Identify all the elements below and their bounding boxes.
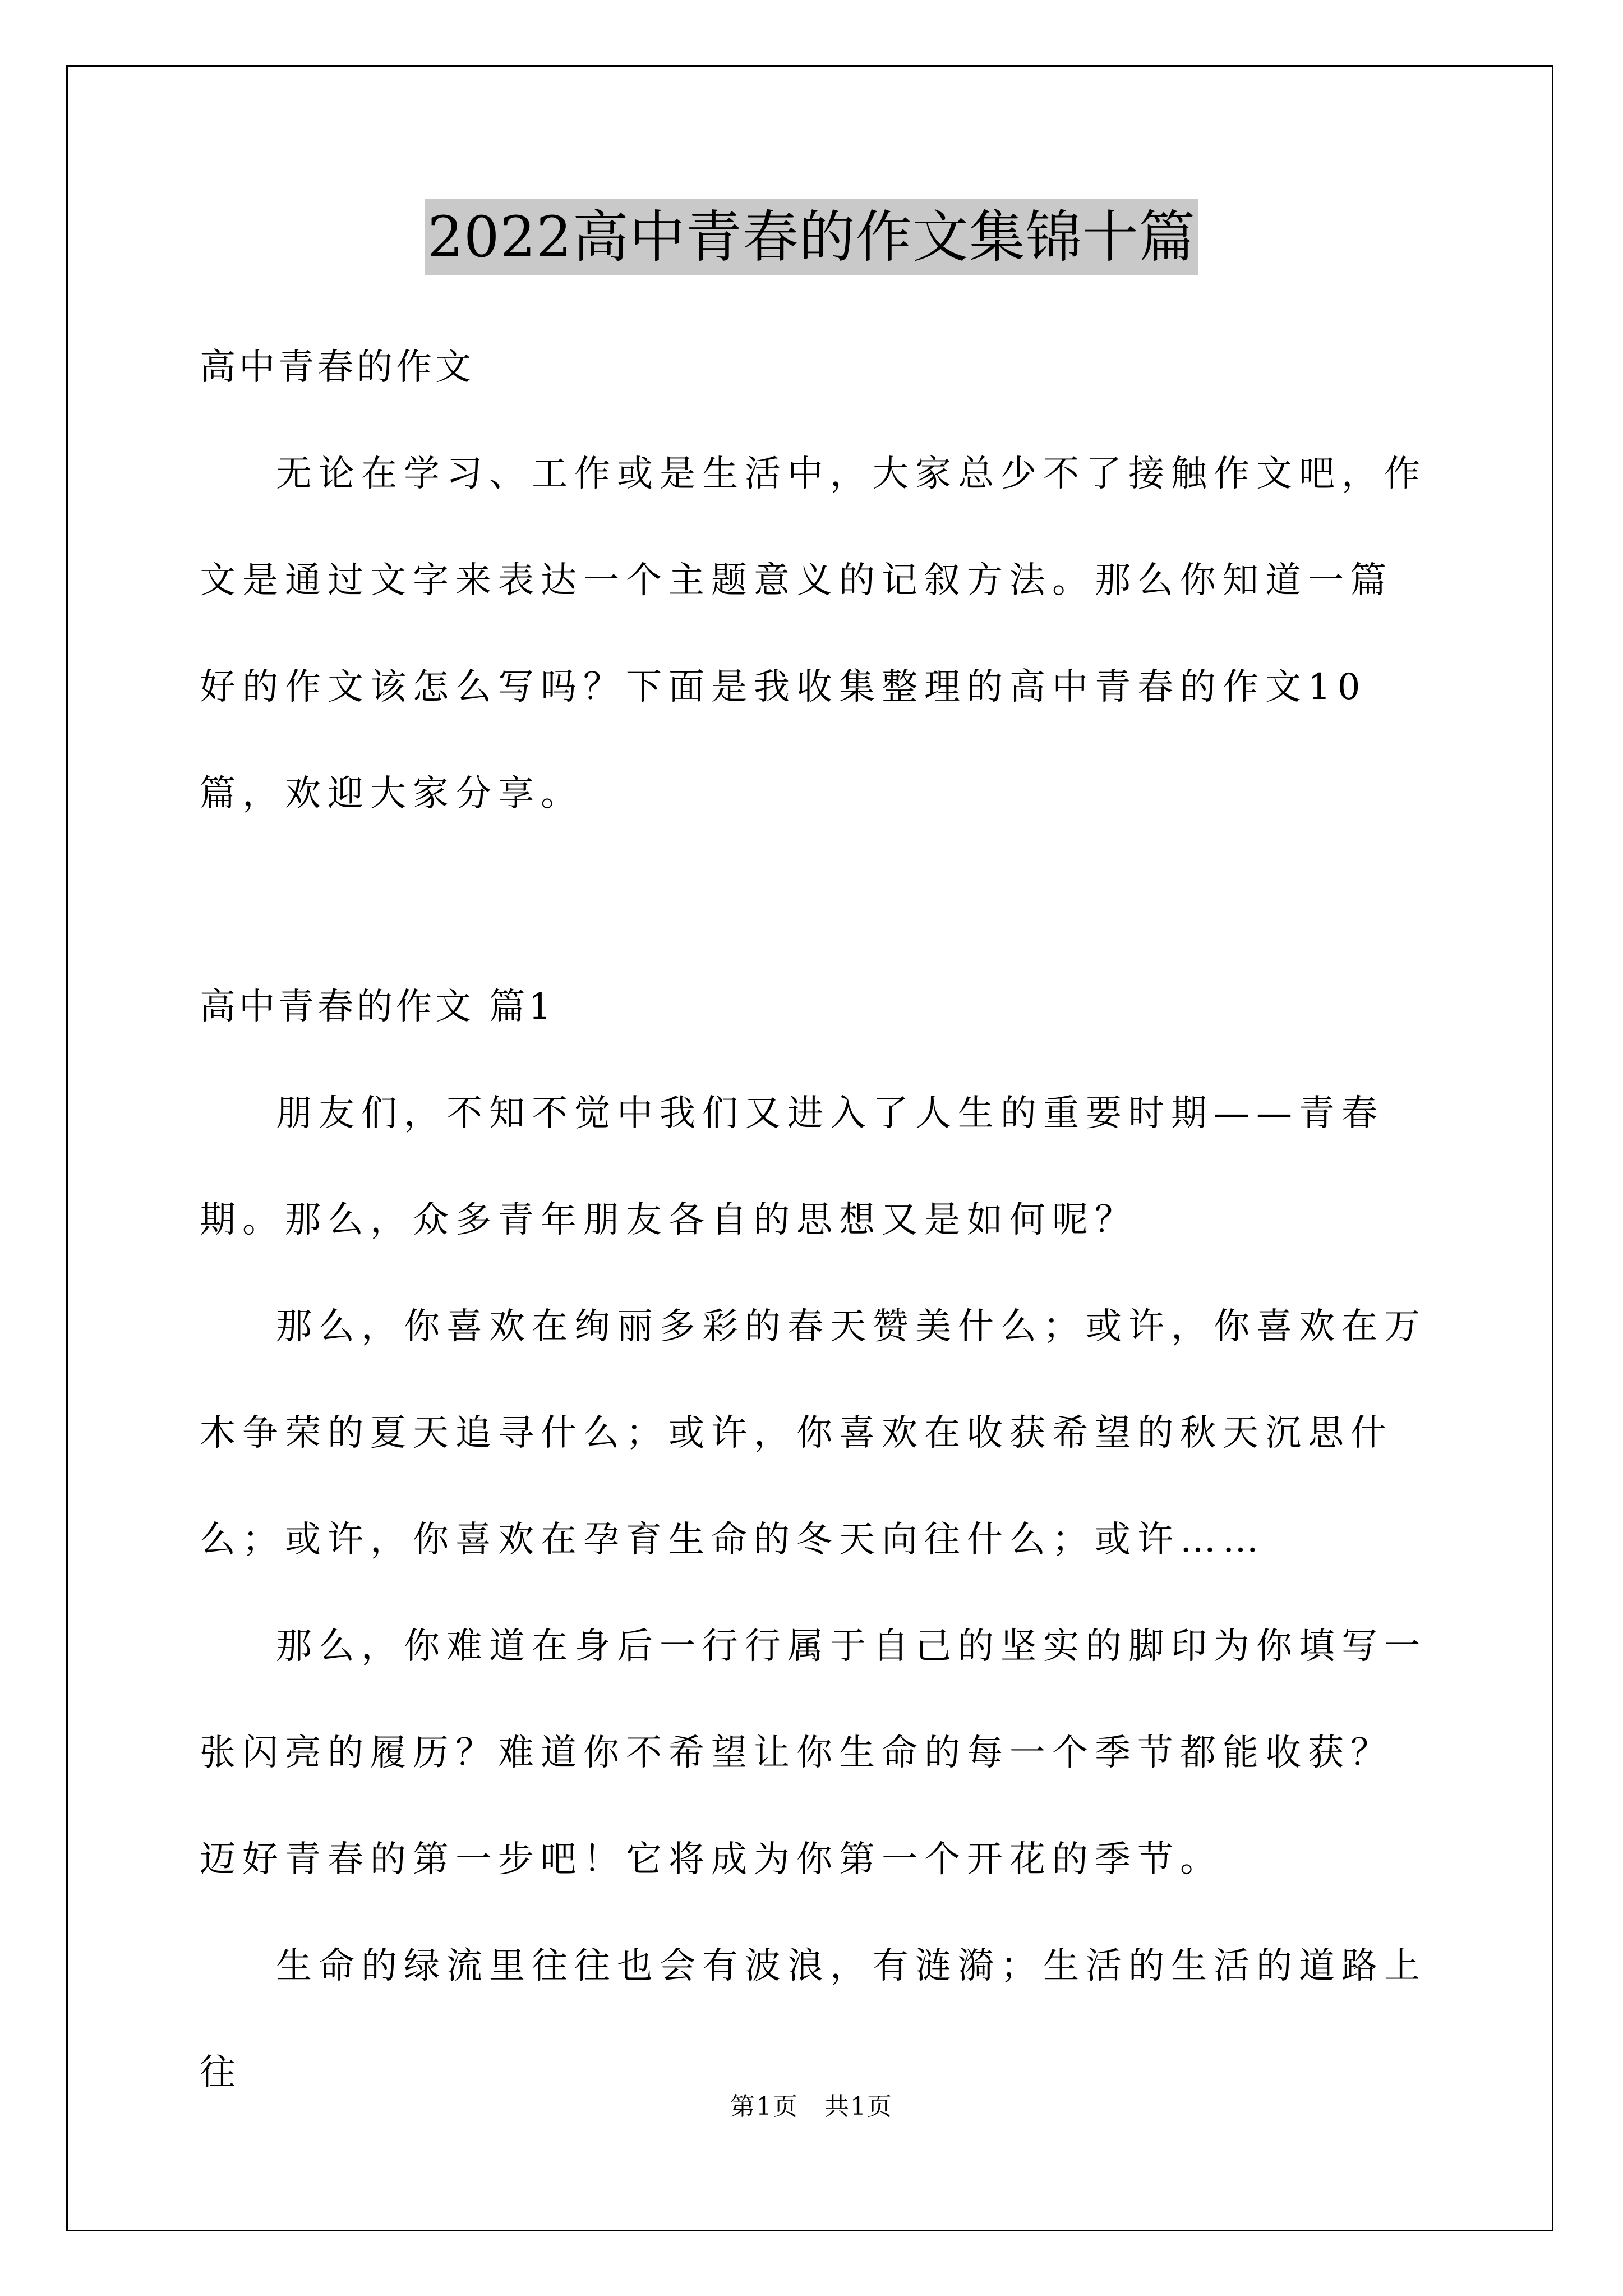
body-paragraph: 生命的绿流里往往也会有波浪，有涟漪；生活的生活的道路上往 — [200, 1945, 1427, 2093]
section-heading: 高中青春的作文 篇1 — [200, 986, 555, 1028]
body-paragraph: 那么，你喜欢在绚丽多彩的春天赞美什么；或许，你喜欢在万木争荣的夏天追寻什么；或许，你喜欢在收获希望的秋天沉思什么；或许，你喜欢在孕育生命的冬天向往什么；或许…… — [200, 1306, 1427, 1561]
section-spacer — [200, 847, 1428, 954]
body-paragraph: 朋友们，不知不觉中我们又进入了人生的重要时期——青春期。那么，众多青年朋友各自的思想又是如何呢？ — [200, 1093, 1384, 1241]
intro-paragraph: 无论在学习、工作或是生活中，大家总少不了接触作文吧，作文是通过文字来表达一个主题意义的记叙方法。那么你知道一篇好的作文该怎么写吗？下面是我收集整理的高中青春的作文10篇，欢迎大家分享。 — [200, 453, 1427, 815]
document-title: 2022高中青春的作文集锦十篇 — [425, 199, 1198, 275]
document-body — [200, 314, 1428, 2126]
title-container — [0, 199, 1623, 275]
intro-heading: 高中青春的作文 — [200, 347, 474, 388]
body-paragraph: 那么，你难道在身后一行行属于自己的坚实的脚印为你填写一张闪亮的履历？难道你不希望让你生命的每一个季节都能收获？迈好青春的第一步吧！它将成为你第一个开花的季节。 — [200, 1626, 1427, 1880]
page-footer: 第1页 共1页 — [730, 2092, 893, 2121]
